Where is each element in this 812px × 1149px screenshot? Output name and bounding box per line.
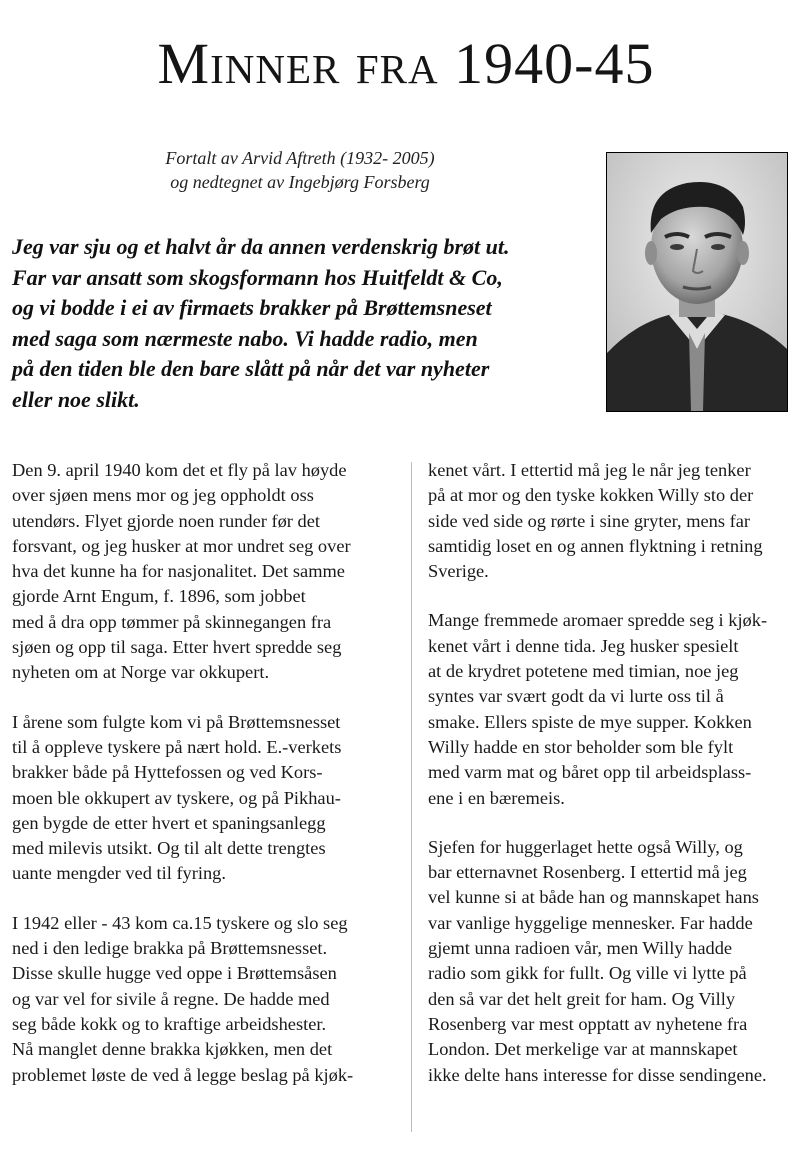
paragraph (428, 458, 808, 584)
text-line: og var vel for sivile å regne. De hadde med (12, 988, 330, 1009)
text-line: med varm mat og båret opp til arbeidsplass- (428, 762, 752, 783)
text-line: samtidig loset en og annen flyktning i retning (428, 535, 763, 556)
paragraph (428, 608, 808, 810)
text-line: Disse skulle hugge ved oppe i Brøttemsåsen (12, 963, 337, 984)
text-line: Willy hadde en stor beholder som ble fylt (428, 736, 734, 757)
text-line: seg både kokk og to kraftige arbeidshester. (12, 1013, 327, 1034)
text-line: Mange fremmede aromaer spredde seg i kjøk- (428, 610, 768, 631)
paragraph (12, 911, 397, 1088)
text-line: I årene som fulgte kom vi på Brøttemsnesset (12, 711, 341, 732)
intro-line: og vi bodde i ei av firmaets brakker på Brøttemsneset (12, 295, 492, 320)
text-line: at de krydret potetene med timian, noe jeg (428, 661, 739, 682)
text-line: uante mengder ved til fyring. (12, 863, 226, 884)
intro-line: Far var ansatt som skogsformann hos Huitfeldt & Co, (12, 264, 503, 290)
text-line: Sjefen for huggerlaget hette også Willy, og (428, 836, 743, 857)
text-line: sjøen og opp til saga. Etter hvert spredde seg (12, 637, 342, 658)
text-line: radio som gikk for fullt. Og ville vi lytte på (428, 963, 747, 984)
text-line: moen ble okkupert av tyskere, og på Pikhau- (12, 787, 341, 808)
text-line: problemet løste de ved å legge beslag på kjøk- (12, 1064, 354, 1085)
page-title: Minner fra 1940-45 (157, 31, 655, 96)
column-divider (411, 462, 412, 1132)
text-line: var vanlige hyggelige mennesker. Far hadde (428, 912, 753, 933)
text-line: ned i den ledige brakka på Brøttemsnesset. (12, 938, 328, 959)
text-line: I 1942 eller - 43 kom ca.15 tyskere og slo seg (12, 912, 348, 933)
text-line: Den 9. april 1940 kom det et fly på lav høyde (12, 460, 347, 480)
text-line: til å oppleve tyskere på nært hold. E.-verkets (12, 736, 342, 757)
paragraph (12, 458, 397, 686)
right-column (428, 458, 808, 1088)
portrait-photo-icon (606, 152, 788, 412)
text-line: gjemt unna radioen vår, men Willy hadde (428, 938, 733, 959)
text-line: utendørs. Flyet gjorde noen runder før det (12, 510, 320, 531)
left-column (12, 458, 397, 1088)
text-line: bar etternavnet Rosenberg. I ettertid må jeg (428, 862, 747, 883)
text-line: med milevis utsikt. Og til alt dette trengtes (12, 838, 326, 859)
text-line: side ved side og rørte i sine gryter, mens far (428, 510, 751, 531)
paragraph (428, 835, 808, 1088)
text-line: den så var det helt greit for ham. Og Villy (428, 988, 736, 1009)
text-line: over sjøen mens mor og jeg oppholdt oss (12, 485, 314, 506)
paragraph (12, 710, 397, 887)
text-line: brakker både på Hyttefossen og ved Kors- (12, 762, 323, 783)
text-line: kenet vårt i denne tida. Jeg husker spesielt (428, 635, 739, 656)
text-line: London. Det merkelige var at mannskapet (428, 1039, 738, 1060)
text-line: Sverige. (428, 561, 489, 582)
text-line: gjorde Arnt Engum, f. 1896, som jobbet (12, 586, 306, 607)
credit-line-recorder: og nedtegnet av Ingebjørg Forsberg (170, 172, 430, 192)
text-line: Rosenberg var mest opptatt av nyhetene fra (428, 1013, 748, 1034)
intro-line: på den tiden ble den bare slått på når det var nyheter (12, 356, 490, 381)
text-line: nyheten om at Norge var okkupert. (12, 662, 270, 683)
text-line: ene i en bæremeis. (428, 787, 565, 808)
text-line: hva det kunne ha for nasjonalitet. Det samme (12, 561, 345, 582)
text-line: ikke delte hans interesse for disse sendingene. (428, 1064, 767, 1085)
text-line: på at mor og den tyske kokken Willy sto der (428, 485, 754, 506)
intro-line: Jeg var sju og et halvt år da annen verdenskrig brøt ut. (12, 234, 510, 259)
intro-lead-paragraph (12, 232, 602, 415)
intro-line: eller noe slikt. (12, 386, 140, 412)
text-line: kenet vårt. I ettertid må jeg le når jeg tenker (428, 460, 751, 480)
intro-line: med saga som nærmeste nabo. Vi hadde radio, men (12, 325, 478, 351)
text-line: syntes var svært godt da vi lurte oss til å (428, 686, 724, 707)
text-line: vel kunne si at både han og mannskapet hans (428, 887, 759, 908)
author-credit (120, 146, 480, 194)
text-line: forsvant, og jeg husker at mor undret seg over (12, 535, 351, 556)
text-line: smake. Ellers spiste de mye supper. Kokken (428, 711, 752, 732)
text-line: Nå manglet denne brakka kjøkken, men det (12, 1039, 333, 1060)
text-line: gen bygde de etter hvert et spaningsanlegg (12, 812, 326, 833)
text-line: med å dra opp tømmer på skinnegangen fra (12, 611, 332, 632)
credit-line-narrator: Fortalt av Arvid Aftreth (1932- 2005) (165, 148, 435, 168)
